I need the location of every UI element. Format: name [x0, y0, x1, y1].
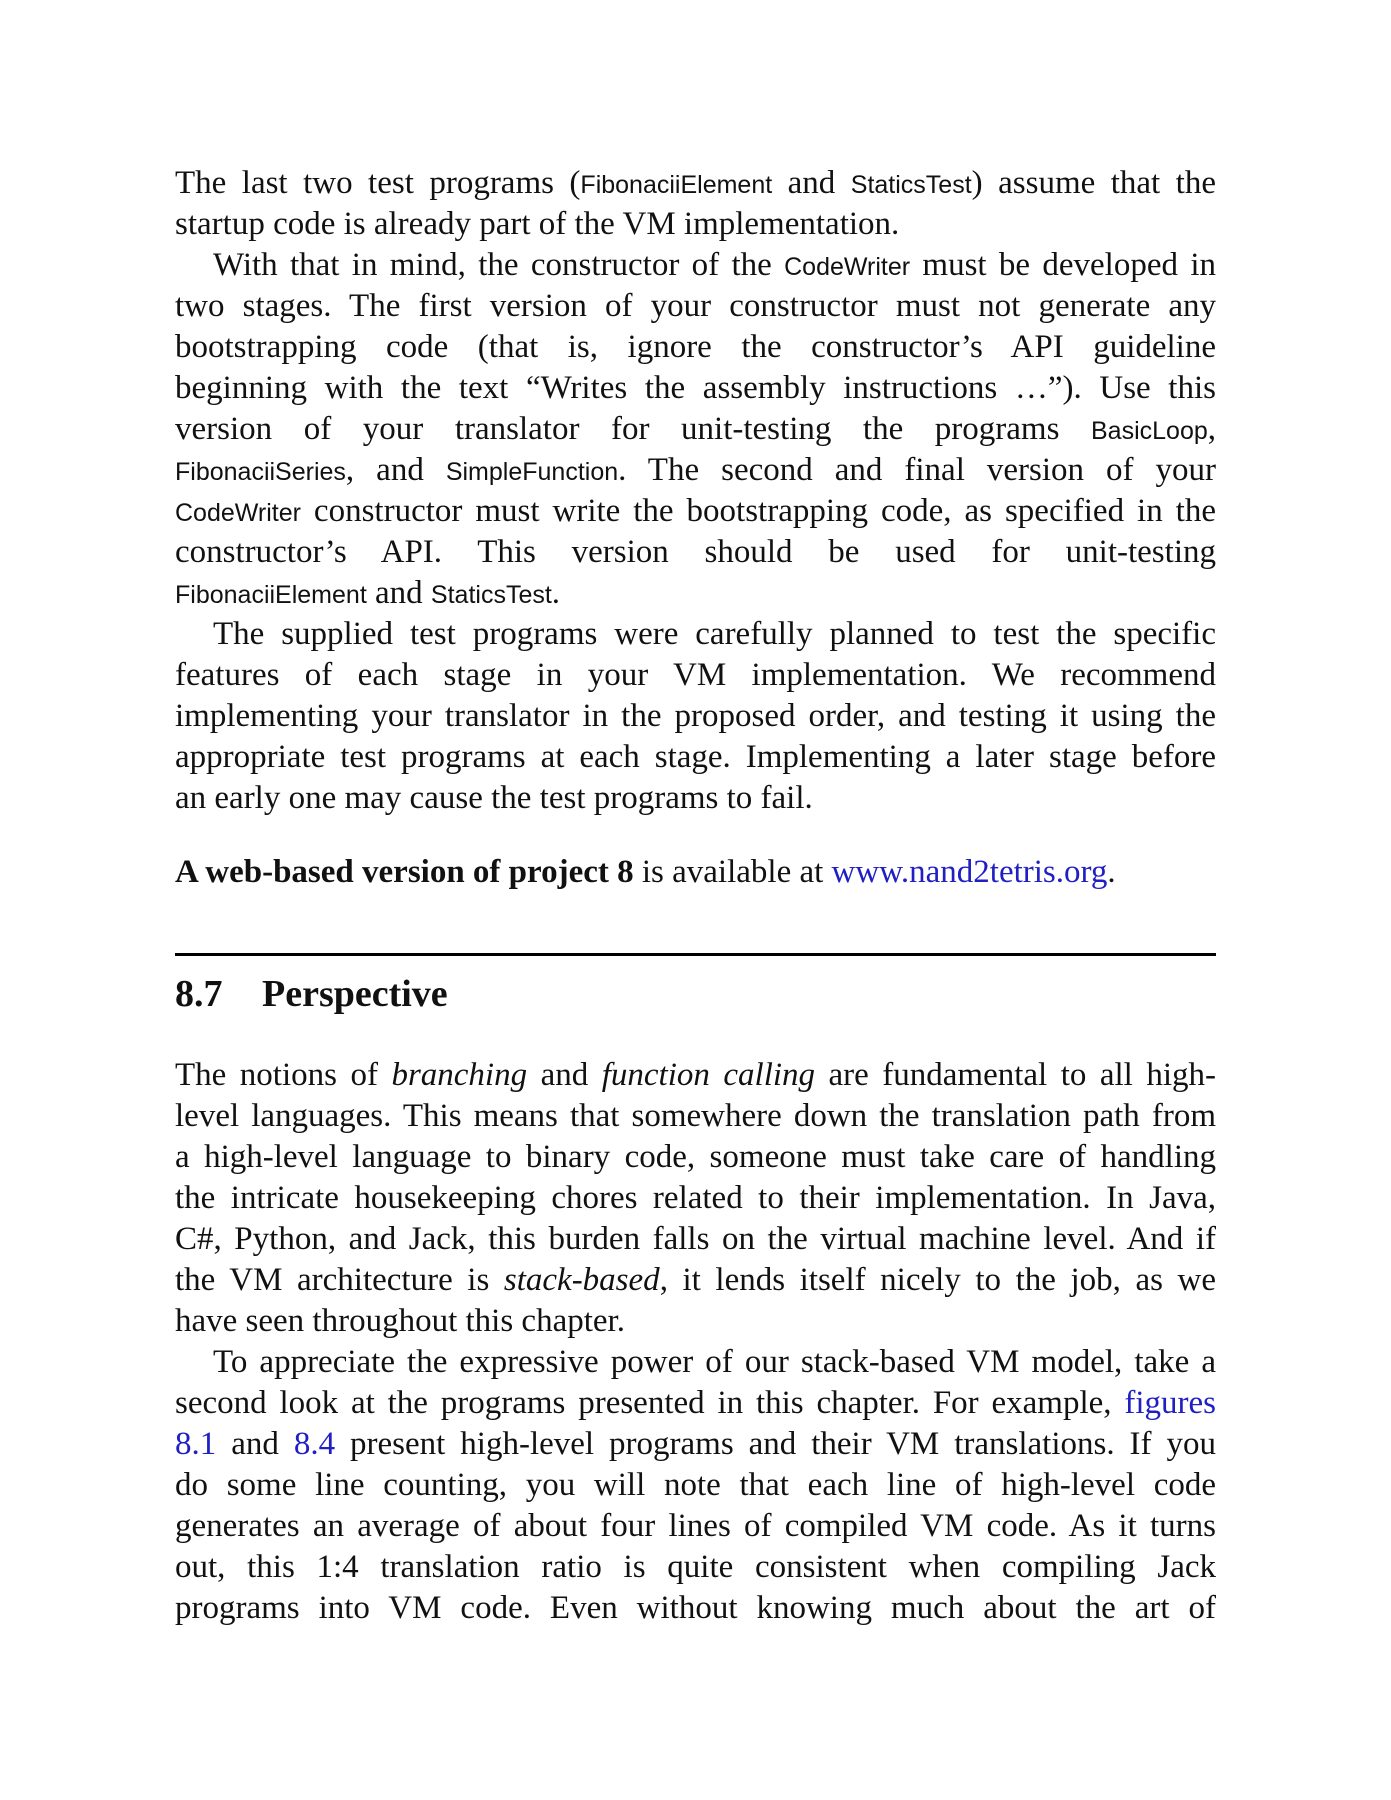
- text-line: [175, 1260, 1216, 1301]
- text-run: version of your translator for unit-testing the programs: [175, 411, 1091, 447]
- text-run: out, this 1:4 translation ratio is quite consistent when compiling Jack: [175, 1549, 1216, 1585]
- text-run: constructor must write the bootstrapping code, as specified in the: [300, 493, 1216, 529]
- code-identifier: FibonaciiElement: [175, 581, 367, 609]
- text-line: [175, 696, 1216, 737]
- text-line: [175, 450, 1216, 491]
- hyperlink[interactable]: 8.1: [175, 1426, 217, 1462]
- text-run: .: [551, 575, 561, 611]
- text-run: an early one may cause the test programs to fail.: [175, 780, 813, 816]
- text-line: [175, 204, 1216, 245]
- code-identifier: StaticsTest: [850, 171, 972, 199]
- text-line: [175, 573, 1216, 614]
- text-run: .: [1107, 854, 1116, 890]
- text-line: [175, 1096, 1216, 1137]
- text-line: [175, 1506, 1216, 1547]
- text-run: must be developed in: [910, 247, 1216, 283]
- web-version-note: [175, 852, 1216, 893]
- text-run: second look at the programs presented in this chapter. For example,: [175, 1385, 1125, 1421]
- text-line: [213, 614, 1216, 655]
- hyperlink[interactable]: figures: [1124, 1385, 1216, 1421]
- text-run: implementing your translator in the proposed order, and testing it using the: [175, 698, 1216, 734]
- text-line: [175, 1055, 1216, 1096]
- text-run: the VM architecture is: [175, 1262, 504, 1298]
- text-line: [175, 1424, 1216, 1465]
- text-line: [175, 1588, 1216, 1629]
- text-line: [175, 737, 1216, 778]
- text-run: ) assume that the: [971, 165, 1216, 201]
- text-run: beginning with the text “Writes the assembly instructions …”). Use this: [175, 370, 1216, 406]
- section-divider: [175, 953, 1216, 956]
- text-run: constructor’s API. This version should be used for unit-testing: [175, 534, 1216, 570]
- text-run: The supplied test programs were carefully planned to test the specific: [213, 616, 1216, 652]
- text-run: a high-level language to binary code, someone must take care of handling: [175, 1139, 1216, 1175]
- emphasis-text: stack-based: [503, 1262, 660, 1298]
- code-identifier: StaticsTest: [430, 581, 552, 609]
- text-run: level languages. This means that somewhere down the translation path from: [175, 1098, 1216, 1134]
- text-run: The last two test programs (: [175, 165, 581, 201]
- section-title: Perspective: [262, 973, 448, 1015]
- text-line: [175, 1547, 1216, 1588]
- text-line: [175, 409, 1216, 450]
- text-line: [175, 1465, 1216, 1506]
- text-run: two stages. The first version of your constructor must not generate any: [175, 288, 1216, 324]
- text-run: are fundamental to all high-: [815, 1057, 1216, 1093]
- text-line: [175, 1301, 1216, 1342]
- text-run: To appreciate the expressive power of our stack-based VM model, take a: [213, 1344, 1216, 1380]
- text-run: , it lends itself nicely to the job, as we: [659, 1262, 1217, 1298]
- text-line: [175, 286, 1216, 327]
- text-line: [175, 368, 1216, 409]
- text-run: With that in mind, the constructor of the: [213, 247, 785, 283]
- emphasis-text: branching: [391, 1057, 528, 1093]
- text-run: generates an average of about four lines of compiled VM code. As it turns: [175, 1508, 1216, 1544]
- text-run: and: [772, 165, 851, 201]
- text-run: The notions of: [175, 1057, 392, 1093]
- code-identifier: FibonaciiSeries: [175, 458, 346, 486]
- text-run: have seen throughout this chapter.: [175, 1303, 625, 1339]
- code-identifier: SimpleFunction: [445, 458, 619, 486]
- text-run: and: [366, 575, 431, 611]
- text-run: ,: [1207, 411, 1216, 447]
- text-run: bootstrapping code (that is, ignore the constructor’s API guideline: [175, 329, 1216, 365]
- hyperlink[interactable]: www.nand2tetris.org: [831, 854, 1108, 890]
- code-identifier: FibonaciiElement: [580, 171, 773, 199]
- bold-text: A web-based version of project 8: [175, 854, 634, 890]
- text-line: [175, 1137, 1216, 1178]
- text-line: [175, 1219, 1216, 1260]
- text-line: [213, 1342, 1216, 1383]
- code-identifier: CodeWriter: [175, 499, 301, 527]
- text-run: appropriate test programs at each stage. Implementing a later stage before: [175, 739, 1216, 775]
- text-line: [175, 327, 1216, 368]
- text-run: startup code is already part of the VM implementation.: [175, 206, 900, 242]
- text-run: C#, Python, and Jack, this burden falls on the virtual machine level. And if: [175, 1221, 1216, 1257]
- section-heading: [175, 972, 448, 1016]
- text-run: and: [216, 1426, 294, 1462]
- text-run: the intricate housekeeping chores related to their implementation. In Java,: [175, 1180, 1216, 1216]
- text-line: [175, 778, 1216, 819]
- text-line: [175, 1383, 1216, 1424]
- text-line: [213, 245, 1216, 286]
- text-run: and: [527, 1057, 602, 1093]
- text-line: [175, 1178, 1216, 1219]
- text-line: [175, 163, 1216, 204]
- text-run: programs into VM code. Even without knowing much about the art of: [175, 1590, 1216, 1626]
- text-run: , and: [345, 452, 446, 488]
- hyperlink[interactable]: 8.4: [293, 1426, 336, 1462]
- code-identifier: BasicLoop: [1091, 417, 1208, 445]
- text-run: . The second and final version of your: [618, 452, 1216, 488]
- text-run: do some line counting, you will note that each line of high-level code: [175, 1467, 1216, 1503]
- text-run: is available at: [633, 854, 832, 890]
- text-line: [175, 491, 1216, 532]
- section-number: 8.7: [175, 973, 223, 1015]
- text-run: present high-level programs and their VM translations. If you: [335, 1426, 1216, 1462]
- emphasis-text: function calling: [601, 1057, 816, 1093]
- text-run: features of each stage in your VM implementation. We recommend: [175, 657, 1216, 693]
- code-identifier: CodeWriter: [784, 253, 911, 281]
- text-line: [175, 532, 1216, 573]
- text-line: [175, 655, 1216, 696]
